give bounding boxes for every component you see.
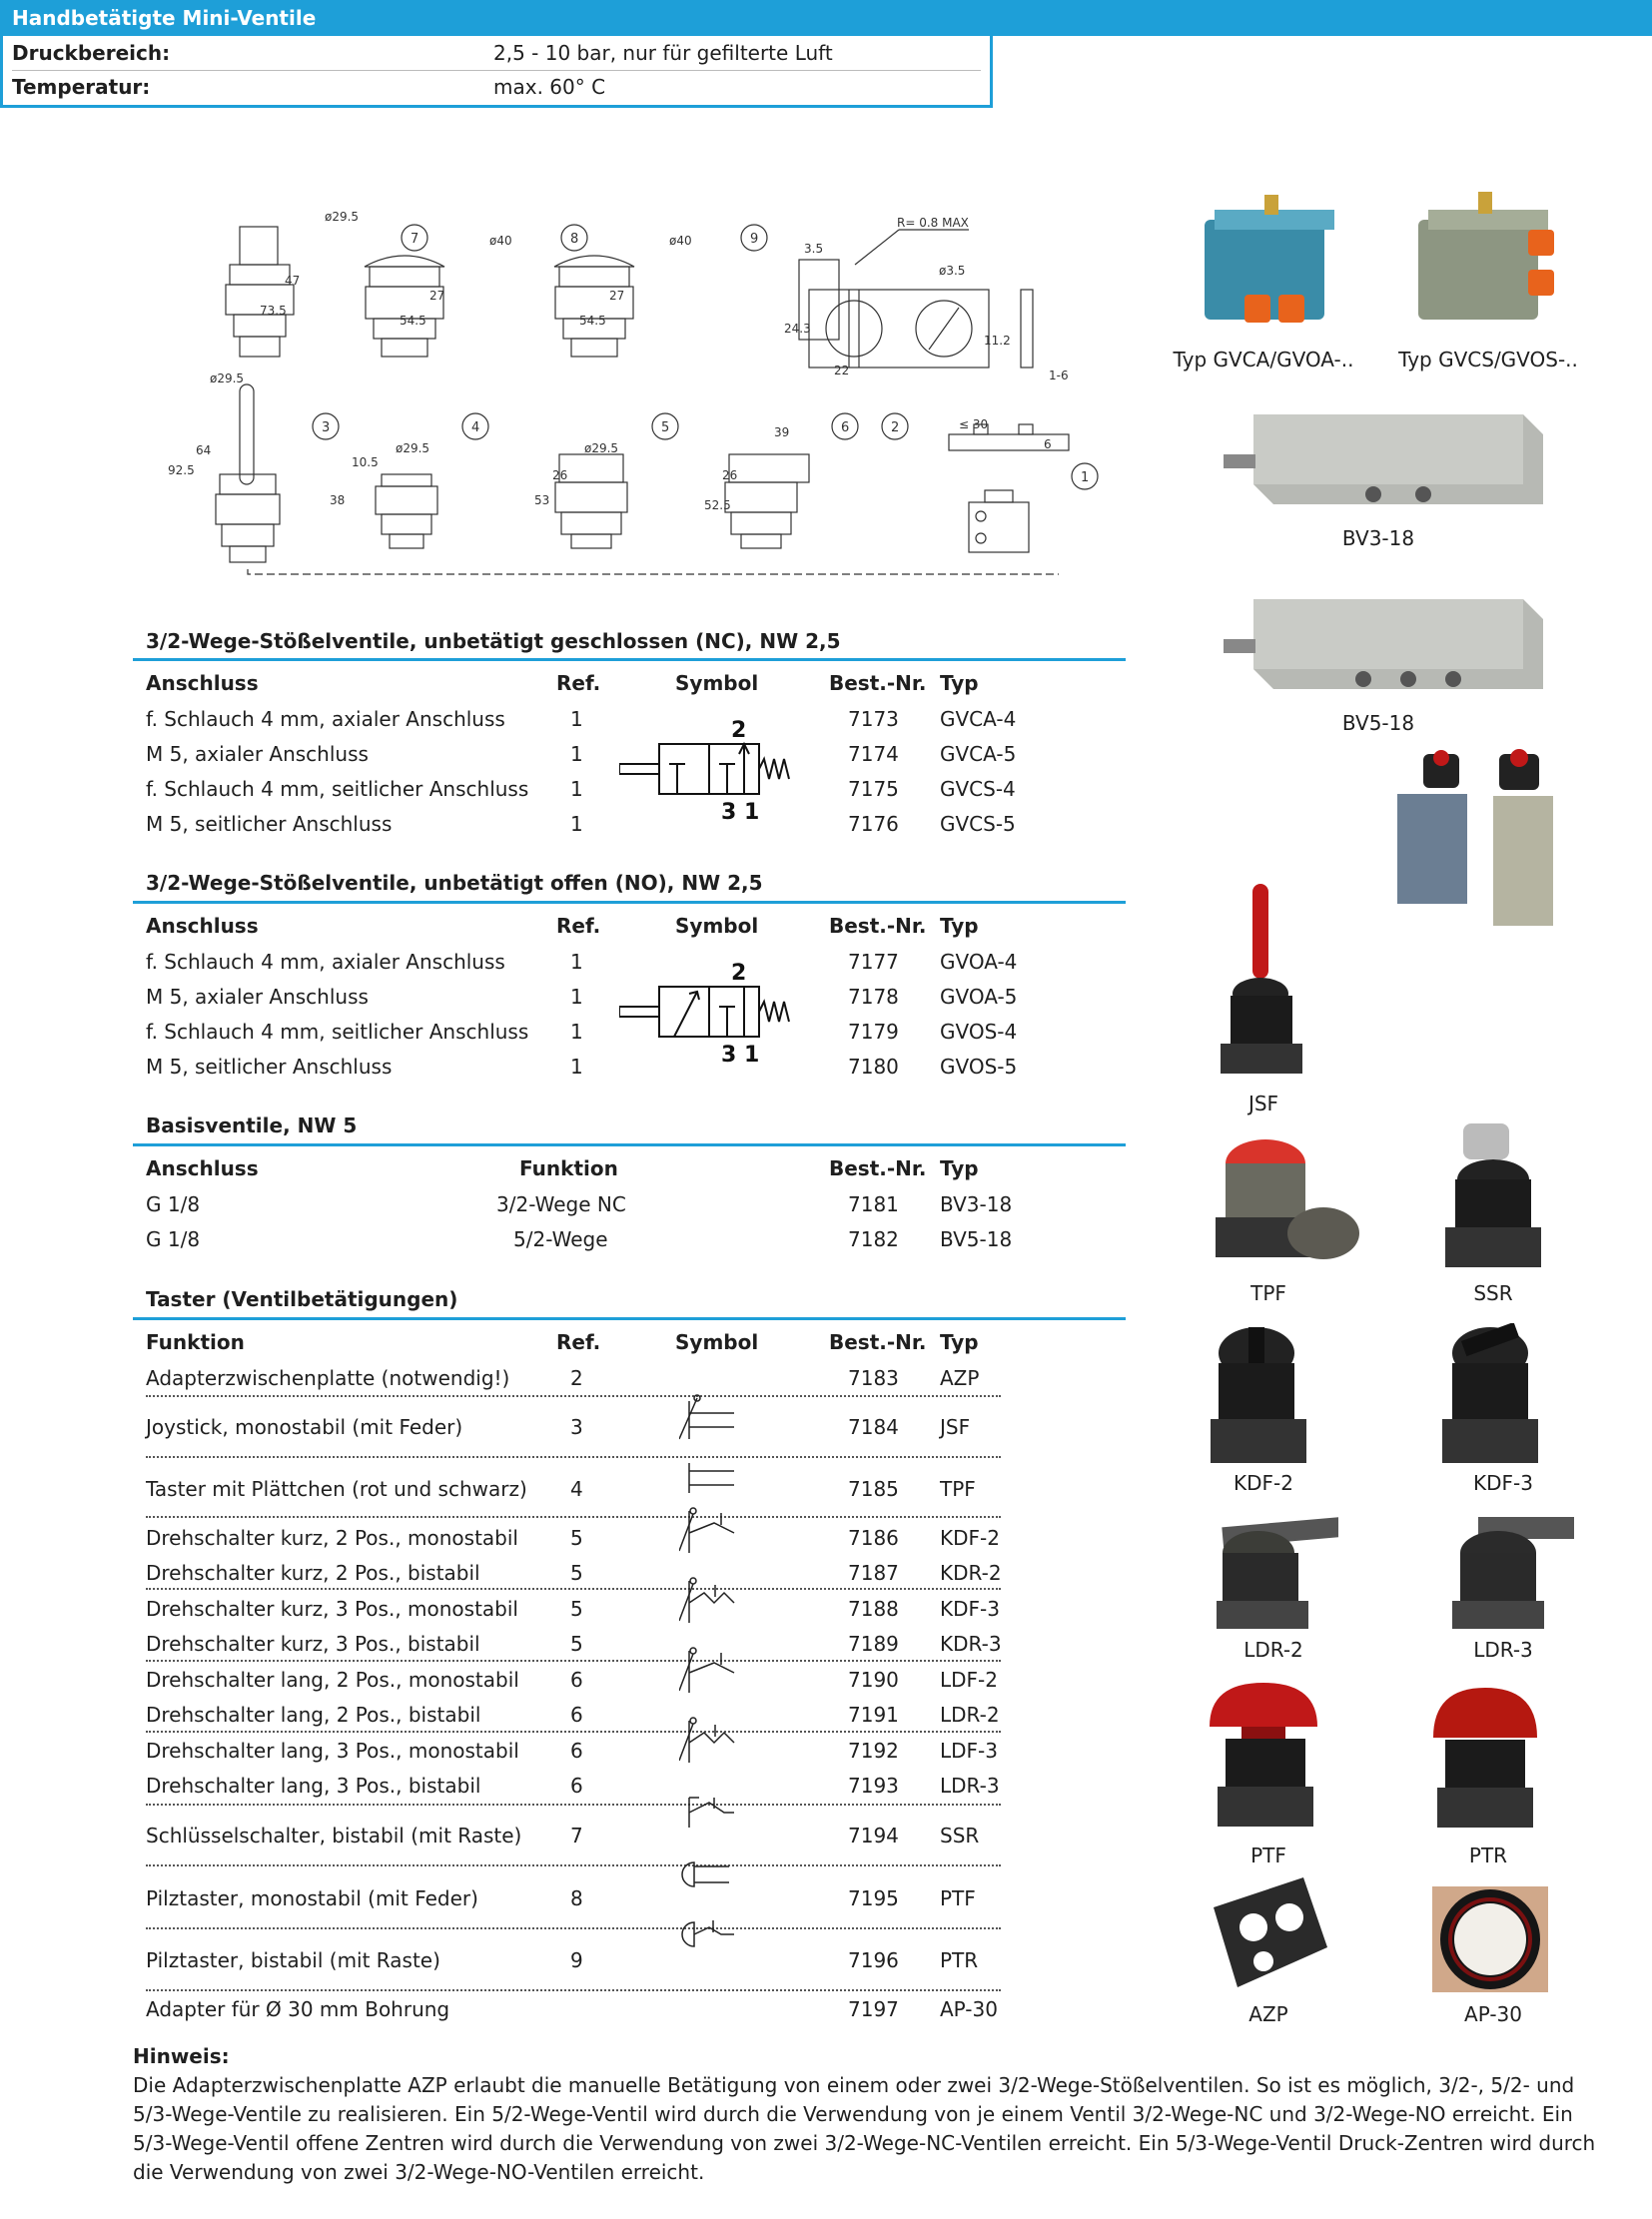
caption-gvca: Typ GVCA/GVOA-..	[1173, 348, 1354, 371]
caption-ap-30: AP-30	[1464, 2002, 1522, 2026]
taster-row-funktion: Taster mit Plättchen (rot und schwarz)	[146, 1477, 527, 1501]
dim: 10.5	[352, 455, 379, 469]
col-head-symbol: Symbol	[675, 1330, 759, 1354]
valve-symbol-no	[619, 962, 809, 1072]
col-head-anschluss: Anschluss	[146, 914, 259, 938]
nc-row-ref: 1	[570, 812, 583, 836]
taster-row-ref: 5	[570, 1561, 583, 1585]
taster-row-nr: 7190	[848, 1668, 899, 1692]
taster-row-ref: 2	[570, 1366, 583, 1390]
caption-gvcs: Typ GVCS/GVOS-..	[1398, 348, 1578, 371]
nc-row-ref: 1	[570, 707, 583, 731]
drawing-dimensions	[160, 205, 1099, 584]
col-head-funktion: Funktion	[519, 1156, 618, 1180]
nc-row-typ: GVCS-5	[940, 812, 1016, 836]
col-head-best-nr: Best.-Nr.	[829, 671, 927, 695]
section-title-nc: 3/2-Wege-Stößelventile, unbetätigt geschlossen (NC), NW 2,5	[146, 629, 841, 653]
taster-row-ref: 7	[570, 1824, 583, 1848]
dim: 73.5	[260, 304, 287, 318]
col-head-best-nr: Best.-Nr.	[829, 914, 927, 938]
section-rule	[133, 1143, 1126, 1146]
row-separator	[146, 1864, 1001, 1866]
photo-ap-30	[1428, 1882, 1553, 1997]
nc-row-typ: GVCA-5	[940, 742, 1017, 766]
section-title-no: 3/2-Wege-Stößelventile, unbetätigt offen (NO), NW 2,5	[146, 871, 763, 895]
nc-row-anschluss: f. Schlauch 4 mm, seitlicher Anschluss	[146, 777, 529, 801]
caption-ptr: PTR	[1468, 1844, 1508, 1867]
dim: ø40	[669, 234, 692, 248]
taster-row-ref: 8	[570, 1886, 583, 1910]
photo-kdf-3	[1428, 1323, 1558, 1468]
key-switch-symbol	[689, 1798, 734, 1828]
nc-row-ref: 1	[570, 777, 583, 801]
nc-row-anschluss: f. Schlauch 4 mm, axialer Anschluss	[146, 707, 505, 731]
no-row-ref: 1	[570, 985, 583, 1009]
col-head-best-nr: Best.-Nr.	[829, 1330, 927, 1354]
col-head-ref: Ref.	[556, 671, 601, 695]
dim: 26	[552, 468, 568, 482]
taster-row-ref: 5	[570, 1597, 583, 1621]
nc-row-typ: GVCA-4	[940, 707, 1017, 731]
no-row-nr: 7177	[848, 950, 899, 974]
dim: 39	[774, 425, 790, 439]
taster-row-typ: PTF	[940, 1886, 976, 1910]
dim: 53	[534, 493, 550, 507]
basis-row-typ: BV3-18	[940, 1192, 1013, 1216]
caption-tpf: TPF	[1250, 1281, 1286, 1305]
photo-ldr-3	[1438, 1513, 1578, 1633]
col-head-ref: Ref.	[556, 1330, 601, 1354]
spec-row-pressure	[12, 36, 981, 71]
symbol-port-bottom: 3 1	[721, 800, 760, 825]
dim: ≤ 30	[959, 417, 989, 431]
dim: 52.5	[704, 498, 731, 512]
taster-row-typ: SSR	[940, 1824, 980, 1848]
nc-row-anschluss: M 5, seitlicher Anschluss	[146, 812, 393, 836]
taster-row-typ: KDR-2	[940, 1561, 1002, 1585]
taster-row-funktion: Schlüsselschalter, bistabil (mit Raste)	[146, 1824, 522, 1848]
dim: 1-6	[1049, 369, 1069, 382]
row-separator	[146, 1395, 1001, 1397]
push-plate-symbol	[689, 1463, 734, 1493]
no-row-typ: GVOS-4	[940, 1020, 1018, 1044]
dim: 54.5	[400, 314, 426, 328]
photo-ptf	[1204, 1683, 1333, 1833]
dim: 54.5	[579, 314, 606, 328]
dim: 24.3	[784, 322, 811, 336]
section-rule	[133, 901, 1126, 904]
taster-row-typ: KDF-3	[940, 1597, 1000, 1621]
nc-row-ref: 1	[570, 742, 583, 766]
dim: 22	[834, 364, 850, 377]
symbol-port-top: 2	[731, 962, 747, 986]
photo-assembled-valves	[1383, 744, 1583, 944]
taster-row-typ: KDR-3	[940, 1632, 1002, 1656]
photo-ssr	[1433, 1123, 1553, 1273]
taster-row-nr: 7187	[848, 1561, 899, 1585]
svg-text:7: 7	[411, 232, 419, 247]
section-title-basis: Basisventile, NW 5	[146, 1113, 358, 1137]
photo-bv5-18	[1224, 579, 1563, 709]
caption-ssr: SSR	[1473, 1281, 1513, 1305]
no-row-anschluss: M 5, seitlicher Anschluss	[146, 1055, 393, 1079]
joystick-symbol	[679, 1395, 734, 1439]
svg-text:6: 6	[841, 420, 850, 435]
taster-row-nr: 7192	[848, 1739, 899, 1763]
nc-row-nr: 7174	[848, 742, 899, 766]
rotary-3pos-symbol	[679, 1578, 734, 1623]
row-separator	[146, 1660, 1001, 1662]
taster-row-funktion: Pilztaster, bistabil (mit Raste)	[146, 1948, 440, 1972]
symbol-port-bottom: 3 1	[721, 1043, 760, 1068]
taster-row-ref: 9	[570, 1948, 583, 1972]
taster-row-ref: 6	[570, 1703, 583, 1727]
taster-row-nr: 7186	[848, 1526, 899, 1550]
nc-row-nr: 7176	[848, 812, 899, 836]
col-head-typ: Typ	[940, 1156, 979, 1180]
taster-row-typ: AP-30	[940, 1997, 998, 2021]
dim: 26	[722, 468, 738, 482]
taster-row-nr: 7196	[848, 1948, 899, 1972]
taster-row-typ: PTR	[940, 1948, 979, 1972]
no-row-anschluss: f. Schlauch 4 mm, axialer Anschluss	[146, 950, 505, 974]
row-separator	[146, 1456, 1001, 1458]
taster-row-funktion: Adapter für Ø 30 mm Bohrung	[146, 1997, 450, 2021]
col-head-anschluss: Anschluss	[146, 1156, 259, 1180]
taster-row-ref: 4	[570, 1477, 583, 1501]
taster-row-funktion: Drehschalter lang, 2 Pos., monostabil	[146, 1668, 519, 1692]
section-rule	[133, 1317, 1126, 1320]
note-text: Die Adapterzwischenplatte AZP erlaubt die manuelle Betätigung von einem oder zwei 3/2-Wege-Stößelventilen. So ist es möglich, 3/2-, 5/2- und 5/3-Wege-Ventile zu realisieren. Ein 5/2-Wege-Ventil wird durch die Verwendung von je einem Ventil 3/2-Wege-NC und 3/2-Wege-NO erreicht. Ein 5/3-Wege-Ventil offene Zentren wird durch die Verwendung von zwei 3/2-Wege-NC-Ventilen erreicht. Ein 5/3-Wege-Ventil Druck-Zentren wird durch die Verwendung von zwei 3/2-Wege-NO-Ventilen erreicht.	[133, 2073, 1596, 2184]
no-row-ref: 1	[570, 950, 583, 974]
photo-ptr	[1423, 1688, 1553, 1838]
spec-header-box	[0, 0, 993, 108]
dim: 6	[1044, 437, 1052, 451]
row-separator	[146, 1588, 1001, 1590]
dim: ø29.5	[325, 210, 360, 224]
col-head-symbol: Symbol	[675, 671, 759, 695]
nc-row-typ: GVCS-4	[940, 777, 1016, 801]
taster-row-typ: KDF-2	[940, 1526, 1000, 1550]
taster-row-funktion: Drehschalter lang, 3 Pos., monostabil	[146, 1739, 519, 1763]
dim: ø29.5	[210, 371, 245, 385]
taster-row-typ: JSF	[940, 1415, 971, 1439]
taster-row-nr: 7197	[848, 1997, 899, 2021]
note-block	[133, 2042, 1611, 2187]
spec-value: max. 60° C	[493, 75, 606, 99]
dim: ø29.5	[396, 441, 430, 455]
svg-text:2: 2	[891, 420, 900, 435]
no-row-nr: 7178	[848, 985, 899, 1009]
svg-text:1: 1	[1081, 470, 1090, 485]
taster-row-funktion: Pilztaster, monostabil (mit Feder)	[146, 1886, 478, 1910]
taster-row-nr: 7193	[848, 1774, 899, 1798]
taster-row-funktion: Drehschalter kurz, 2 Pos., bistabil	[146, 1561, 480, 1585]
no-row-typ: GVOA-4	[940, 950, 1018, 974]
note-title: Hinweis:	[133, 2044, 230, 2068]
caption-azp: AZP	[1248, 2002, 1288, 2026]
taster-row-nr: 7185	[848, 1477, 899, 1501]
dim: 64	[196, 443, 212, 457]
rotary-long-3pos-symbol	[679, 1718, 734, 1763]
spec-row-temperature	[12, 70, 981, 104]
no-row-nr: 7179	[848, 1020, 899, 1044]
taster-row-nr: 7189	[848, 1632, 899, 1656]
col-head-typ: Typ	[940, 914, 979, 938]
row-separator	[146, 1927, 1001, 1929]
rotary-long-2pos-symbol	[679, 1648, 734, 1693]
nc-row-anschluss: M 5, axialer Anschluss	[146, 742, 369, 766]
svg-text:3: 3	[322, 420, 331, 435]
taster-row-funktion: Drehschalter kurz, 3 Pos., bistabil	[146, 1632, 480, 1656]
no-row-typ: GVOA-5	[940, 985, 1018, 1009]
dim: 27	[429, 289, 445, 303]
taster-row-ref: 6	[570, 1774, 583, 1798]
no-row-anschluss: f. Schlauch 4 mm, seitlicher Anschluss	[146, 1020, 529, 1044]
spec-label: Temperatur:	[12, 75, 151, 99]
col-head-typ: Typ	[940, 1330, 979, 1354]
caption-bv3-18: BV3-18	[1341, 526, 1415, 550]
dim: 92.5	[168, 463, 195, 477]
taster-row-nr: 7188	[848, 1597, 899, 1621]
nc-row-nr: 7175	[848, 777, 899, 801]
basis-row-typ: BV5-18	[940, 1227, 1013, 1251]
section-title-taster: Taster (Ventilbetätigungen)	[146, 1287, 458, 1311]
dim: 38	[330, 493, 346, 507]
taster-row-nr: 7183	[848, 1366, 899, 1390]
col-head-best-nr: Best.-Nr.	[829, 1156, 927, 1180]
basis-row-anschluss: G 1/8	[146, 1227, 201, 1251]
taster-row-typ: LDR-2	[940, 1703, 1000, 1727]
row-separator	[146, 1731, 1001, 1733]
nc-row-nr: 7173	[848, 707, 899, 731]
taster-row-funktion: Drehschalter kurz, 2 Pos., monostabil	[146, 1526, 518, 1550]
dim: 27	[609, 289, 625, 303]
taster-row-typ: LDF-3	[940, 1739, 998, 1763]
dim: ø40	[489, 234, 512, 248]
taster-row-funktion: Adapterzwischenplatte (notwendig!)	[146, 1366, 510, 1390]
taster-row-nr: 7191	[848, 1703, 899, 1727]
mushroom-detent-symbol	[682, 1920, 734, 1946]
photo-ldr-2	[1209, 1513, 1338, 1633]
taster-row-ref: 5	[570, 1526, 583, 1550]
caption-bv5-18: BV5-18	[1341, 711, 1415, 735]
rotary-2pos-symbol	[679, 1508, 734, 1553]
caption-kdf-2: KDF-2	[1234, 1471, 1293, 1495]
mushroom-spring-symbol	[682, 1862, 729, 1886]
basis-row-funktion: 5/2-Wege	[513, 1227, 608, 1251]
col-head-anschluss: Anschluss	[146, 671, 259, 695]
caption-ldr-2: LDR-2	[1243, 1638, 1303, 1662]
taster-symbols	[679, 1393, 779, 1992]
col-head-typ: Typ	[940, 671, 979, 695]
no-row-ref: 1	[570, 1055, 583, 1079]
dim: ø29.5	[584, 441, 619, 455]
taster-row-ref: 6	[570, 1668, 583, 1692]
taster-row-ref: 3	[570, 1415, 583, 1439]
svg-text:5: 5	[661, 420, 670, 435]
symbol-port-top: 2	[731, 719, 747, 743]
svg-text:4: 4	[471, 420, 480, 435]
section-rule	[133, 658, 1126, 661]
caption-jsf: JSF	[1247, 1092, 1279, 1115]
svg-text:8: 8	[570, 232, 579, 247]
spec-value: 2,5 - 10 bar, nur für gefilterte Luft	[493, 41, 833, 65]
row-separator	[146, 1804, 1001, 1806]
no-row-anschluss: M 5, axialer Anschluss	[146, 985, 369, 1009]
taster-row-funktion: Drehschalter lang, 3 Pos., bistabil	[146, 1774, 481, 1798]
basis-row-nr: 7181	[848, 1192, 899, 1216]
col-head-ref: Ref.	[556, 914, 601, 938]
taster-row-nr: 7194	[848, 1824, 899, 1848]
no-row-ref: 1	[570, 1020, 583, 1044]
taster-row-nr: 7184	[848, 1415, 899, 1439]
basis-row-nr: 7182	[848, 1227, 899, 1251]
caption-ldr-3: LDR-3	[1473, 1638, 1533, 1662]
photo-tpf	[1204, 1133, 1363, 1273]
photo-azp	[1204, 1877, 1333, 1997]
taster-row-typ: AZP	[940, 1366, 980, 1390]
dim: 47	[285, 274, 301, 288]
no-row-typ: GVOS-5	[940, 1055, 1018, 1079]
valve-symbol-nc	[619, 719, 809, 829]
dim: 11.2	[984, 334, 1011, 348]
taster-row-typ: LDR-3	[940, 1774, 1000, 1798]
dim: 3.5	[804, 242, 824, 256]
photo-gvca	[1195, 190, 1354, 340]
taster-row-typ: LDF-2	[940, 1668, 998, 1692]
caption-kdf-3: KDF-3	[1473, 1471, 1533, 1495]
col-head-symbol: Symbol	[675, 914, 759, 938]
col-head-funktion: Funktion	[146, 1330, 245, 1354]
no-row-nr: 7180	[848, 1055, 899, 1079]
row-separator	[146, 1989, 1001, 1991]
taster-row-funktion: Drehschalter lang, 2 Pos., bistabil	[146, 1703, 481, 1727]
caption-ptf: PTF	[1250, 1844, 1286, 1867]
dim: R= 0.8 MAX	[897, 216, 969, 230]
basis-row-funktion: 3/2-Wege NC	[496, 1192, 626, 1216]
spec-label: Druckbereich:	[12, 41, 171, 65]
taster-row-ref: 6	[570, 1739, 583, 1763]
taster-row-typ: TPF	[940, 1477, 976, 1501]
taster-row-funktion: Drehschalter kurz, 3 Pos., monostabil	[146, 1597, 518, 1621]
header-title: Handbetätigte Mini-Ventile	[0, 0, 1652, 36]
row-separator	[146, 1516, 1001, 1518]
basis-row-anschluss: G 1/8	[146, 1192, 201, 1216]
taster-row-nr: 7195	[848, 1886, 899, 1910]
taster-row-funktion: Joystick, monostabil (mit Feder)	[146, 1415, 463, 1439]
photo-jsf	[1209, 884, 1318, 1079]
svg-text:9: 9	[750, 232, 759, 247]
dim: ø3.5	[939, 264, 966, 278]
photo-kdf-2	[1199, 1323, 1328, 1468]
photo-gvcs	[1408, 190, 1568, 340]
taster-row-ref: 5	[570, 1632, 583, 1656]
photo-bv3-18	[1224, 394, 1563, 524]
